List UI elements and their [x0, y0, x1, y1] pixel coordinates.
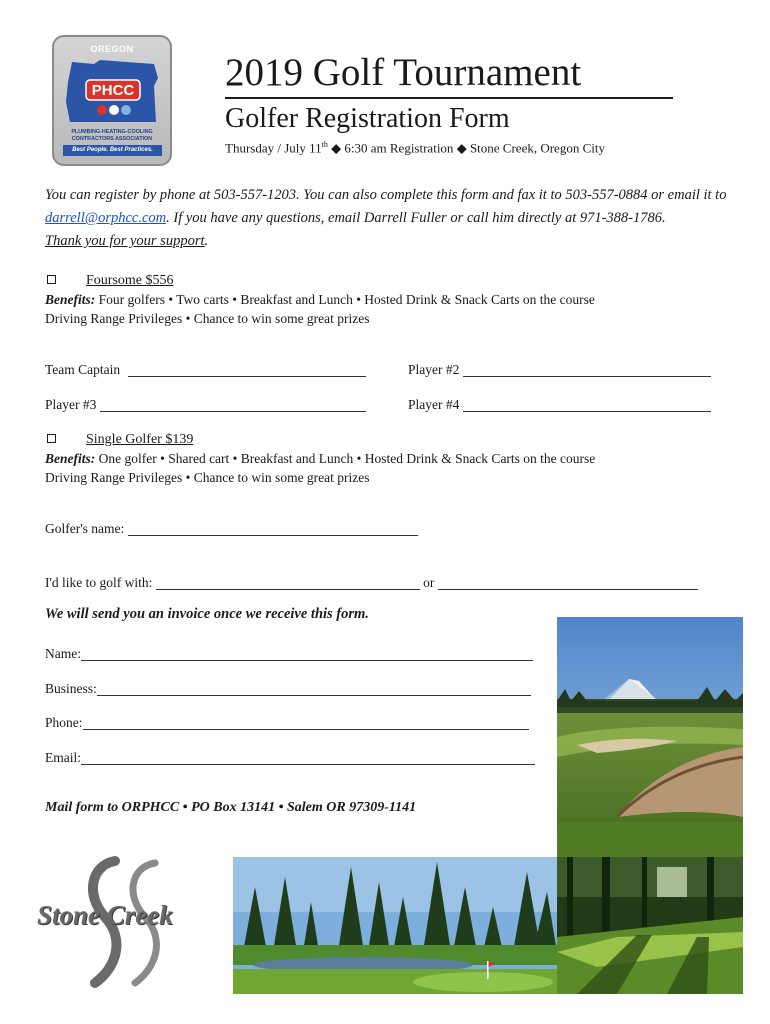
form-subtitle: Golfer Registration Form — [225, 103, 510, 134]
page-title: 2019 Golf Tournament — [225, 51, 582, 94]
team-captain-field: Team Captain — [45, 361, 366, 379]
business-field: Business: — [45, 680, 531, 698]
single-golfer-checkbox[interactable] — [47, 434, 56, 443]
player2-input[interactable] — [463, 364, 711, 377]
phone-field: Phone: — [45, 714, 529, 732]
foursome-option — [47, 272, 174, 290]
diamond-icon: ◆ — [331, 140, 342, 156]
name-field: Name: — [45, 645, 533, 663]
single-golfer-option — [47, 431, 193, 449]
title-underline — [225, 97, 673, 99]
logo-state-word: OREGON — [90, 44, 134, 54]
foursome-benefits: Benefits: Four golfers • Two carts • Breakfast and Lunch • Hosted Drink & Snack Carts on the course Driving Range Privileges • Chance to win some great prizes — [45, 292, 595, 326]
name-input[interactable] — [81, 648, 533, 661]
event-details — [225, 136, 605, 157]
email-link[interactable]: darrell@orphcc.com — [45, 210, 167, 226]
golf-with-input-2[interactable] — [438, 577, 698, 590]
oregon-state-icon — [64, 58, 162, 126]
player3-field: Player #3 — [45, 396, 366, 414]
business-input[interactable] — [97, 683, 531, 696]
player2-field: Player #2 — [408, 361, 711, 379]
golf-with-field: I'd like to golf with: or — [45, 574, 698, 592]
phcc-logo — [52, 35, 172, 166]
email-field: Email: — [45, 749, 535, 767]
invoice-note: We will send you an invoice once we receive this form. — [45, 606, 369, 622]
event-venue: Stone Creek, Oregon City — [469, 140, 605, 156]
golfer-name-field: Golfer's name: — [45, 520, 418, 538]
single-golfer-label: Single Golfer $139 — [86, 432, 194, 447]
team-captain-input[interactable] — [128, 364, 366, 377]
event-day: Thursday / July 11 — [225, 140, 322, 156]
diamond-icon: ◆ — [456, 140, 467, 156]
golf-course-trees-photo — [233, 857, 557, 994]
mailing-address: Mail form to ORPHCC • PO Box 13141 • Salem OR 97309-1141 — [45, 800, 417, 815]
player4-input[interactable] — [463, 399, 711, 412]
foursome-label: Foursome $556 — [86, 273, 174, 288]
stone-creek-wordmark: Stone Creek — [37, 900, 173, 930]
phone-input[interactable] — [83, 717, 529, 730]
logo-association-name: PLUMBING-HEATING-COOLING CONTRACTORS ASSOCIATION — [71, 129, 153, 142]
golfer-name-input[interactable] — [128, 523, 418, 536]
thank-you-note: Thank you for your support — [45, 233, 205, 249]
player3-input[interactable] — [100, 399, 366, 412]
shaded-fairway-photo — [557, 857, 743, 994]
golf-with-input-1[interactable] — [156, 577, 420, 590]
stone-creek-logo — [33, 855, 223, 990]
player4-field: Player #4 — [408, 396, 711, 414]
email-input[interactable] — [81, 752, 535, 765]
single-golfer-benefits: Benefits: One golfer • Shared cart • Breakfast and Lunch • Hosted Drink & Snack Carts on the course Driving Range Privileges • Chance to win some great prizes — [45, 451, 596, 485]
svg-text:PHCC: PHCC — [91, 82, 135, 99]
event-time: 6:30 am Registration — [344, 140, 454, 156]
mountain-golf-course-photo — [557, 617, 743, 857]
intro-paragraph: You can register by phone at 503-557-1203. You can also complete this form and fax it to 503-557-0884 or email it to darrell@orphcc.com. If you have any questions, email Darrell Fuller or call him directly at 971-388-1786. Thank you for your support. — [45, 187, 727, 249]
event-day-suffix: th — [321, 140, 328, 149]
foursome-checkbox[interactable] — [47, 275, 56, 284]
logo-tagline: Best People. Best Practices. — [63, 145, 162, 156]
